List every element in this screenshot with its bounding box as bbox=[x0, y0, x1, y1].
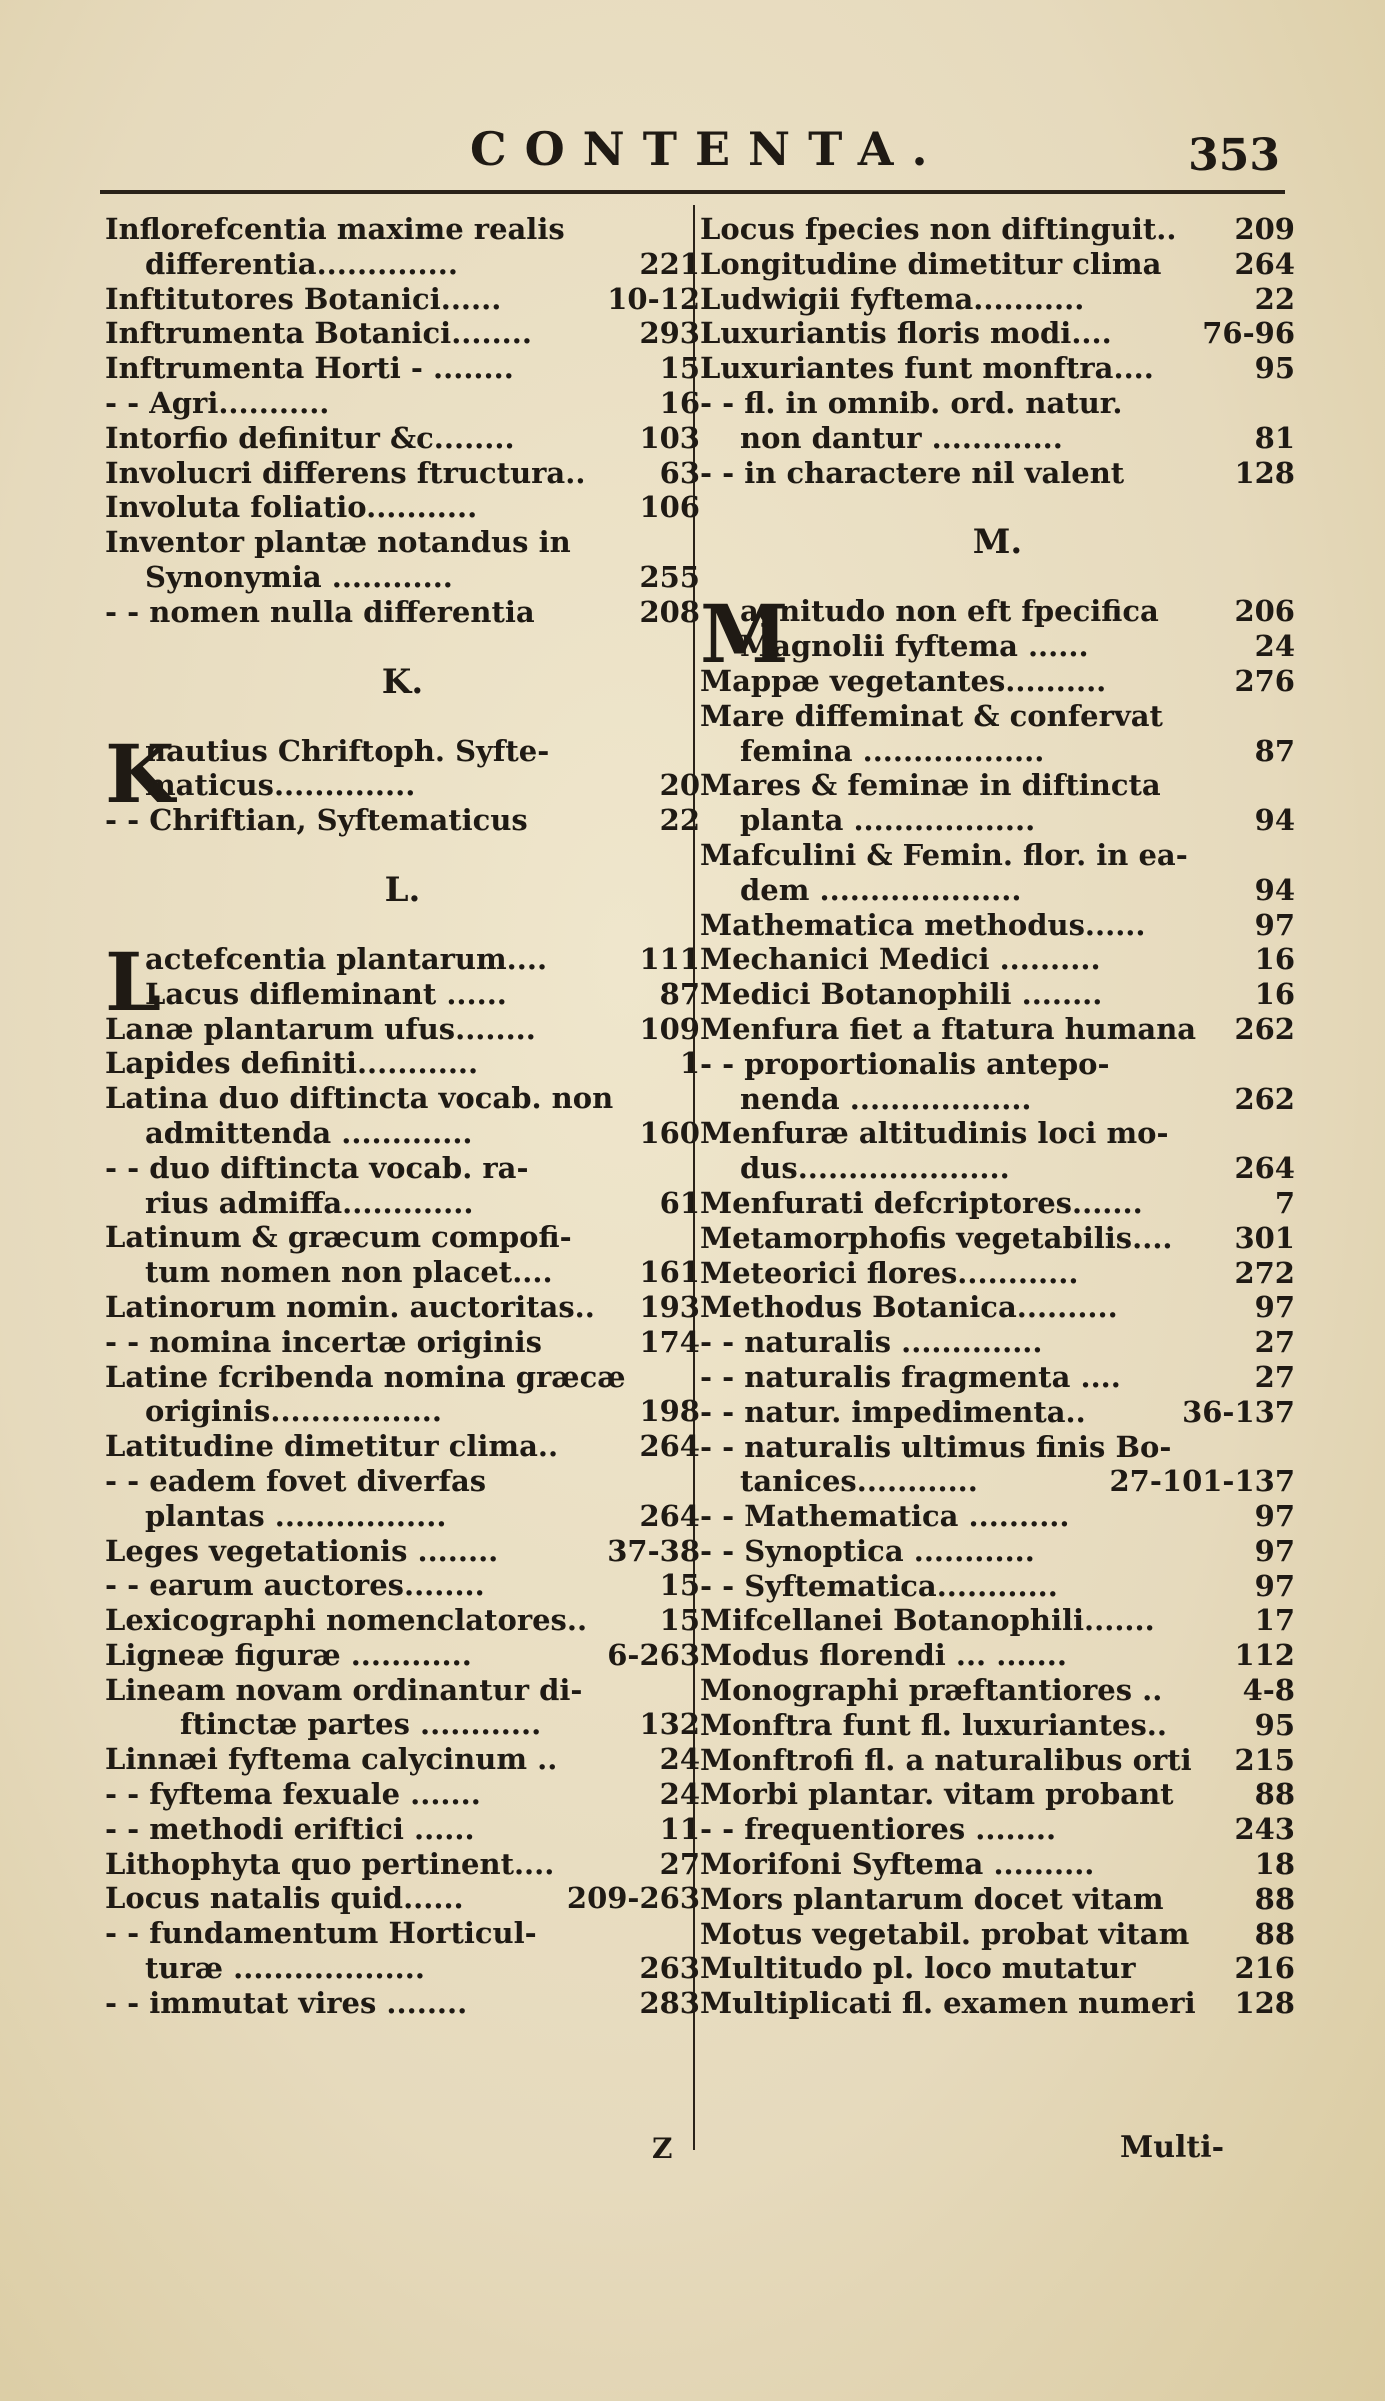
entry-term: turæ ................... bbox=[145, 1951, 425, 1986]
entry-page-ref: 97 bbox=[1254, 1568, 1295, 1603]
entry-page-ref: 193 bbox=[639, 1289, 700, 1324]
entry-page-ref: 215 bbox=[1234, 1742, 1295, 1777]
index-entry bbox=[105, 1603, 700, 1638]
entry-term: Multiplicati fl. examen numeri bbox=[700, 1986, 1196, 2021]
entry-page-ref: 11 bbox=[659, 1811, 700, 1846]
page-number: 353 bbox=[1188, 130, 1280, 181]
entry-page-ref: 97 bbox=[1254, 1499, 1295, 1534]
entry-term: - - fyftema fexuale ....... bbox=[105, 1777, 481, 1812]
entry-page-ref: 264 bbox=[639, 1429, 700, 1464]
entry-term: Motus vegetabil. probat vitam bbox=[700, 1916, 1190, 1951]
entry-term: differentia.............. bbox=[145, 246, 458, 281]
entry-page-ref: 16 bbox=[659, 385, 700, 420]
index-entry bbox=[105, 1812, 700, 1847]
index-entry bbox=[105, 421, 700, 456]
entry-term: agnitudo non eft fpecifica bbox=[740, 594, 1159, 629]
index-entry bbox=[700, 699, 1295, 734]
entry-page-ref: 27 bbox=[1254, 1325, 1295, 1360]
entry-page-ref: 132 bbox=[639, 1707, 700, 1742]
entry-term: Locus natalis quid...... bbox=[105, 1881, 464, 1916]
entry-term: - - Agri........... bbox=[105, 385, 330, 420]
entry-page-ref: 63 bbox=[659, 455, 700, 490]
entry-page-ref: 112 bbox=[1234, 1638, 1295, 1673]
entry-page-ref: 87 bbox=[659, 976, 700, 1011]
entry-term: Mare diffeminat & confervat bbox=[700, 698, 1163, 733]
index-entry bbox=[105, 490, 700, 525]
index-entry bbox=[105, 977, 700, 1012]
index-entry bbox=[105, 525, 700, 560]
entry-term: - - Mathematica .......... bbox=[700, 1499, 1070, 1534]
index-entry bbox=[105, 1220, 700, 1255]
header-rule bbox=[100, 190, 1285, 194]
entry-page-ref: 61 bbox=[659, 1185, 700, 1220]
entry-term: Metamorphofis vegetabilis.... bbox=[700, 1220, 1173, 1255]
entry-page-ref: 283 bbox=[639, 1985, 700, 2020]
entry-term: Lithophyta quo pertinent.... bbox=[105, 1846, 555, 1881]
index-entry bbox=[700, 351, 1295, 386]
index-entry bbox=[700, 1812, 1295, 1847]
entry-page-ref: 7 bbox=[1274, 1185, 1295, 1220]
entry-page-ref: 6-263 bbox=[607, 1637, 700, 1672]
entry-page-ref: 97 bbox=[1254, 1533, 1295, 1568]
entry-term: plantas ................. bbox=[145, 1498, 447, 1533]
index-entry bbox=[700, 1673, 1295, 1708]
entry-term: nenda .................. bbox=[740, 1081, 1032, 1116]
entry-term: Ligneæ figuræ ............ bbox=[105, 1637, 472, 1672]
entry-term: Locus fpecies non diftinguit.. bbox=[700, 212, 1177, 246]
index-entry bbox=[105, 456, 700, 491]
entry-term: Inventor plantæ notandus in bbox=[105, 525, 571, 560]
entry-page-ref: 15 bbox=[659, 1603, 700, 1638]
index-entry bbox=[700, 1917, 1295, 1952]
entry-page-ref: 20 bbox=[659, 768, 700, 803]
entry-term: femina .................. bbox=[740, 733, 1045, 768]
entry-page-ref: 81 bbox=[1254, 420, 1295, 455]
entry-page-ref: 95 bbox=[1254, 351, 1295, 386]
index-entry bbox=[700, 247, 1295, 282]
entry-term: Longitudine dimetitur clima bbox=[700, 246, 1162, 281]
entry-page-ref: 18 bbox=[1254, 1847, 1295, 1882]
entry-page-ref: 24 bbox=[659, 1742, 700, 1777]
entry-page-ref: 174 bbox=[639, 1324, 700, 1359]
index-entry bbox=[105, 1012, 700, 1047]
entry-page-ref: 97 bbox=[1254, 907, 1295, 942]
entry-term: Lanæ plantarum ufus........ bbox=[105, 1011, 536, 1046]
entry-term: Medici Botanophili ........ bbox=[700, 977, 1103, 1012]
entry-term: Luxuriantis floris modi.... bbox=[700, 316, 1112, 351]
index-entry bbox=[105, 1360, 700, 1395]
entry-page-ref: 4-8 bbox=[1242, 1673, 1295, 1708]
entry-term: Lineam novam ordinantur di- bbox=[105, 1672, 583, 1707]
index-entry bbox=[700, 386, 1295, 421]
index-entry bbox=[105, 1151, 700, 1186]
index-entry bbox=[105, 316, 700, 351]
entry-page-ref: 263 bbox=[639, 1951, 700, 1986]
entry-page-ref: 198 bbox=[639, 1394, 700, 1429]
entry-term: Intorfio definitur &c........ bbox=[105, 420, 515, 455]
entry-page-ref: 103 bbox=[639, 420, 700, 455]
entry-page-ref: 88 bbox=[1254, 1881, 1295, 1916]
index-entry bbox=[700, 456, 1295, 491]
index-entry bbox=[700, 1186, 1295, 1221]
entry-term: Inflorefcentia maxime realis bbox=[105, 212, 565, 246]
entry-page-ref: 22 bbox=[1254, 281, 1295, 316]
section-heading: M. bbox=[972, 522, 1023, 563]
index-entry bbox=[105, 1290, 700, 1325]
entry-page-ref: 1 bbox=[679, 1046, 700, 1081]
entry-page-ref: 109 bbox=[639, 1011, 700, 1046]
entry-term: Mechanici Medici .......... bbox=[700, 942, 1101, 977]
index-entry bbox=[700, 977, 1295, 1012]
index-entry bbox=[105, 1186, 700, 1221]
index-entry bbox=[105, 1255, 700, 1290]
entry-page-ref: 17 bbox=[1254, 1603, 1295, 1638]
section-heading: L. bbox=[384, 869, 421, 910]
entry-term: Mares & feminæ in diftincta bbox=[700, 768, 1161, 803]
entry-term: - - nomen nulla differentia bbox=[105, 594, 535, 629]
index-entry bbox=[700, 1116, 1295, 1151]
entry-term: Mafculini & Femin. flor. in ea- bbox=[700, 837, 1188, 872]
entry-term: Inftitutores Botanici...... bbox=[105, 281, 502, 316]
entry-page-ref: 27 bbox=[1254, 1359, 1295, 1394]
entry-page-ref: 87 bbox=[1254, 733, 1295, 768]
index-entry bbox=[105, 803, 700, 838]
index-entry bbox=[700, 1151, 1295, 1186]
entry-term: Lacus difleminant ...... bbox=[145, 976, 507, 1011]
entry-term: - - Chriftian, Syftematicus bbox=[105, 803, 528, 838]
entry-page-ref: 16 bbox=[1254, 977, 1295, 1012]
index-entry bbox=[700, 1882, 1295, 1917]
entry-term: Lexicographi nomenclatores.. bbox=[105, 1603, 588, 1638]
entry-term: - - nomina incertæ originis bbox=[105, 1324, 542, 1359]
entry-term: - - in charactere nil valent bbox=[700, 455, 1125, 490]
entry-page-ref: 264 bbox=[1234, 246, 1295, 281]
entry-term: Monftrofi fl. a naturalibus orti bbox=[700, 1742, 1192, 1777]
index-entry bbox=[700, 1603, 1295, 1638]
index-entry bbox=[105, 212, 700, 247]
entry-term: Morifoni Syftema .......... bbox=[700, 1847, 1095, 1882]
index-entry bbox=[700, 1569, 1295, 1604]
entry-page-ref: 255 bbox=[639, 559, 700, 594]
entry-page-ref: 88 bbox=[1254, 1916, 1295, 1951]
entry-page-ref: 206 bbox=[1234, 594, 1295, 629]
entry-term: Mors plantarum docet vitam bbox=[700, 1881, 1164, 1916]
entry-term: tum nomen non placet.... bbox=[145, 1255, 553, 1290]
index-entry bbox=[700, 1986, 1295, 2021]
entry-page-ref: 88 bbox=[1254, 1777, 1295, 1812]
index-entry bbox=[700, 1499, 1295, 1534]
signature-mark: Z bbox=[652, 2132, 673, 2165]
index-entry bbox=[105, 1046, 700, 1081]
index-entry bbox=[700, 421, 1295, 456]
entry-term: Monographi præftantiores .. bbox=[700, 1673, 1163, 1708]
entry-page-ref: 15 bbox=[659, 351, 700, 386]
index-entry bbox=[105, 1881, 700, 1916]
entry-term: Ludwigii fyftema........... bbox=[700, 281, 1085, 316]
entry-term: - - fundamentum Horticul- bbox=[105, 1916, 537, 1951]
index-entry bbox=[105, 768, 700, 803]
drop-capital: M bbox=[700, 587, 789, 682]
entry-page-ref: 160 bbox=[639, 1115, 700, 1150]
entry-term: Menfurati defcriptores....... bbox=[700, 1185, 1143, 1220]
index-entry bbox=[105, 351, 700, 386]
entry-page-ref: 94 bbox=[1254, 872, 1295, 907]
running-title: CONTENTA. bbox=[470, 122, 946, 176]
entry-term: Latina duo diftincta vocab. non bbox=[105, 1081, 614, 1116]
entry-term: Linnæi fyftema calycinum .. bbox=[105, 1742, 558, 1777]
entry-term: Leges vegetationis ........ bbox=[105, 1533, 499, 1568]
entry-page-ref: 27 bbox=[659, 1846, 700, 1881]
entry-page-ref: 243 bbox=[1234, 1812, 1295, 1847]
entry-page-ref: 24 bbox=[1254, 629, 1295, 664]
index-entry bbox=[700, 1743, 1295, 1778]
entry-term: non dantur ............. bbox=[740, 420, 1063, 455]
entry-page-ref: 24 bbox=[659, 1777, 700, 1812]
entry-term: - - eadem fovet diverfas bbox=[105, 1463, 487, 1498]
entry-term: - - naturalis ultimus finis Bo- bbox=[700, 1429, 1172, 1464]
entry-term: Mifcellanei Botanophili....... bbox=[700, 1603, 1155, 1638]
entry-page-ref: 10-12 bbox=[607, 281, 700, 316]
entry-term: - - proportionalis antepo- bbox=[700, 1046, 1110, 1081]
entry-page-ref: 15 bbox=[659, 1568, 700, 1603]
index-entry bbox=[105, 1638, 700, 1673]
index-entry bbox=[105, 1325, 700, 1360]
index-entry bbox=[105, 1951, 700, 1986]
entry-page-ref: 111 bbox=[639, 941, 700, 976]
entry-page-ref: 262 bbox=[1234, 1081, 1295, 1116]
entry-term: dus..................... bbox=[740, 1151, 1010, 1186]
index-entry bbox=[105, 560, 700, 595]
entry-term: Methodus Botanica.......... bbox=[700, 1290, 1118, 1325]
entry-page-ref: 36-137 bbox=[1182, 1394, 1295, 1429]
index-entry bbox=[105, 282, 700, 317]
index-entry bbox=[105, 1777, 700, 1812]
entry-page-ref: 128 bbox=[1234, 455, 1295, 490]
entry-term: Synonymia ............ bbox=[145, 559, 453, 594]
entry-term: Multitudo pl. loco mutatur bbox=[700, 1951, 1136, 1986]
entry-page-ref: 161 bbox=[639, 1255, 700, 1290]
entry-term: Latinorum nomin. auctoritas.. bbox=[105, 1289, 595, 1324]
index-entry bbox=[105, 1673, 700, 1708]
entry-term: Luxuriantes funt monftra.... bbox=[700, 351, 1154, 386]
index-entry bbox=[700, 734, 1295, 769]
index-entry bbox=[105, 1394, 700, 1429]
entry-term: maticus.............. bbox=[145, 768, 416, 803]
entry-term: - - naturalis .............. bbox=[700, 1325, 1043, 1360]
entry-page-ref: 94 bbox=[1254, 803, 1295, 838]
index-entry bbox=[105, 1707, 700, 1742]
entry-term: nautius Chriftoph. Syfte- bbox=[145, 733, 550, 768]
index-column-left bbox=[105, 212, 700, 2021]
entry-term: Meteorici flores............ bbox=[700, 1255, 1079, 1290]
entry-page-ref: 272 bbox=[1234, 1255, 1295, 1290]
entry-page-ref: 27-101-137 bbox=[1109, 1464, 1295, 1499]
index-entry bbox=[700, 1395, 1295, 1430]
entry-term: Lapides definiti............ bbox=[105, 1046, 479, 1081]
index-entry bbox=[105, 1986, 700, 2021]
entry-term: Latine fcribenda nomina græcæ bbox=[105, 1359, 626, 1394]
index-entry bbox=[700, 942, 1295, 977]
index-entry bbox=[105, 1116, 700, 1151]
index-entry bbox=[700, 768, 1295, 803]
index-entry bbox=[105, 1916, 700, 1951]
entry-term: Mappæ vegetantes.......... bbox=[700, 663, 1107, 698]
entry-term: dem .................... bbox=[740, 872, 1022, 907]
index-entry bbox=[700, 1256, 1295, 1291]
index-entry bbox=[700, 316, 1295, 351]
entry-page-ref: 128 bbox=[1234, 1986, 1295, 2021]
index-entry bbox=[700, 838, 1295, 873]
index-entry bbox=[700, 1951, 1295, 1986]
entry-term: Inftrumenta Horti - ........ bbox=[105, 351, 514, 386]
entry-term: - - frequentiores ........ bbox=[700, 1812, 1057, 1847]
index-entry bbox=[700, 1082, 1295, 1117]
index-entry bbox=[105, 1534, 700, 1569]
entry-page-ref: 106 bbox=[639, 490, 700, 525]
entry-term: - - naturalis fragmenta .... bbox=[700, 1359, 1121, 1394]
index-entry bbox=[700, 1638, 1295, 1673]
index-entry bbox=[700, 629, 1295, 664]
index-entry bbox=[700, 282, 1295, 317]
entry-page-ref: 208 bbox=[639, 594, 700, 629]
entry-term: Involuta foliatio........... bbox=[105, 490, 478, 525]
entry-term: - - earum auctores........ bbox=[105, 1568, 485, 1603]
entry-term: Monftra funt fl. luxuriantes.. bbox=[700, 1707, 1167, 1742]
entry-term: Mathematica methodus...... bbox=[700, 907, 1146, 942]
index-entry bbox=[105, 1464, 700, 1499]
index-entry bbox=[700, 1325, 1295, 1360]
entry-term: tanices............ bbox=[740, 1464, 978, 1499]
index-entry bbox=[700, 1464, 1295, 1499]
entry-page-ref: 293 bbox=[639, 316, 700, 351]
index-entry bbox=[700, 1012, 1295, 1047]
index-entry bbox=[700, 1708, 1295, 1743]
entry-page-ref: 221 bbox=[639, 246, 700, 281]
entry-page-ref: 209-263 bbox=[566, 1881, 700, 1916]
entry-page-ref: 22 bbox=[659, 803, 700, 838]
entry-term: - - Synoptica ............ bbox=[700, 1533, 1035, 1568]
page-header bbox=[100, 122, 1280, 182]
entry-term: Latitudine dimetitur clima.. bbox=[105, 1429, 559, 1464]
entry-page-ref: 264 bbox=[639, 1498, 700, 1533]
entry-page-ref: 16 bbox=[1254, 942, 1295, 977]
entry-term: Latinum & græcum compofi- bbox=[105, 1220, 572, 1255]
index-entry bbox=[105, 1429, 700, 1464]
index-entry bbox=[700, 1221, 1295, 1256]
index-entry bbox=[700, 803, 1295, 838]
index-entry bbox=[700, 1847, 1295, 1882]
entry-page-ref: 97 bbox=[1254, 1290, 1295, 1325]
index-entry bbox=[105, 1742, 700, 1777]
catchword: Multi- bbox=[1120, 2130, 1225, 2165]
entry-term: rius admiffa............. bbox=[145, 1185, 474, 1220]
index-column-right bbox=[700, 212, 1295, 2021]
entry-term: admittenda ............. bbox=[145, 1115, 473, 1150]
index-entry bbox=[700, 212, 1295, 247]
index-entry bbox=[700, 1777, 1295, 1812]
entry-term: Modus florendi ... ....... bbox=[700, 1638, 1067, 1673]
entry-page-ref: 216 bbox=[1234, 1951, 1295, 1986]
index-entry bbox=[700, 1360, 1295, 1395]
entry-page-ref: 95 bbox=[1254, 1707, 1295, 1742]
index-entry bbox=[105, 595, 700, 630]
entry-term: Involucri differens ftructura.. bbox=[105, 455, 586, 490]
index-entry bbox=[105, 247, 700, 282]
index-entry bbox=[105, 1081, 700, 1116]
entry-term: - - methodi eriftici ...... bbox=[105, 1811, 475, 1846]
entry-term: Menfura fiet a ftatura humana bbox=[700, 1011, 1197, 1046]
index-entry bbox=[700, 1534, 1295, 1569]
entry-term: actefcentia plantarum.... bbox=[145, 941, 548, 976]
index-entry bbox=[105, 386, 700, 421]
index-entry bbox=[700, 873, 1295, 908]
index-entry bbox=[700, 664, 1295, 699]
entry-term: ftinctæ partes ............ bbox=[180, 1707, 542, 1742]
entry-term: - - Syftematica............ bbox=[700, 1568, 1058, 1603]
entry-term: - - natur. impedimenta.. bbox=[700, 1394, 1086, 1429]
entry-term: Morbi plantar. vitam probant bbox=[700, 1777, 1174, 1812]
index-entry bbox=[700, 1047, 1295, 1082]
entry-page-ref: 301 bbox=[1234, 1220, 1295, 1255]
entry-term: originis................. bbox=[145, 1394, 442, 1429]
index-entry bbox=[105, 1568, 700, 1603]
entry-term: - - immutat vires ........ bbox=[105, 1985, 468, 2020]
entry-page-ref: 276 bbox=[1234, 663, 1295, 698]
entry-page-ref: 76-96 bbox=[1202, 316, 1295, 351]
entry-term: Inftrumenta Botanici........ bbox=[105, 316, 532, 351]
entry-term: Menfuræ altitudinis loci mo- bbox=[700, 1116, 1169, 1151]
index-entry bbox=[700, 1430, 1295, 1465]
index-entry bbox=[700, 1290, 1295, 1325]
index-entry bbox=[105, 1847, 700, 1882]
entry-page-ref: 37-38 bbox=[607, 1533, 700, 1568]
index-entry bbox=[700, 908, 1295, 943]
entry-term: planta .................. bbox=[740, 803, 1036, 838]
entry-term: Magnolii fyftema ...... bbox=[740, 629, 1089, 664]
section-heading: K. bbox=[381, 661, 424, 702]
entry-page-ref: 262 bbox=[1234, 1011, 1295, 1046]
index-entry bbox=[105, 1499, 700, 1534]
drop-capital: K bbox=[105, 726, 175, 821]
entry-term: - - duo diftincta vocab. ra- bbox=[105, 1150, 529, 1185]
entry-page-ref: 264 bbox=[1234, 1151, 1295, 1186]
entry-page-ref: 209 bbox=[1234, 212, 1295, 246]
entry-term: - - fl. in omnib. ord. natur. bbox=[700, 385, 1123, 420]
drop-capital: L bbox=[105, 934, 162, 1029]
